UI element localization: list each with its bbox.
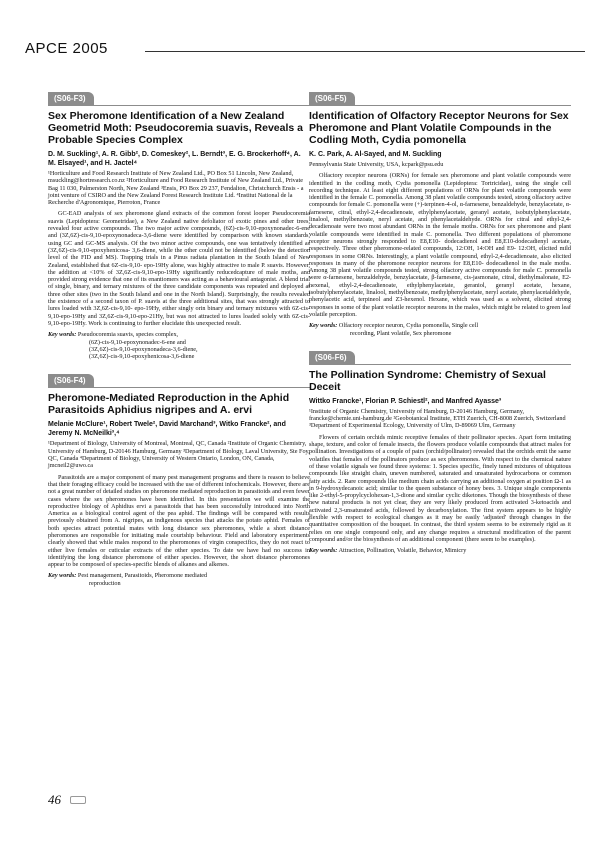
keywords-label: Key words:	[309, 547, 338, 555]
badge-rule	[48, 105, 310, 106]
abstract-title: Pheromone-Mediated Reproduction in the Aphid Parasitoids Aphidius nigripes and A. ervi	[48, 392, 290, 417]
session-badge: (S06-F3)	[48, 92, 94, 105]
abstract-title: The Pollination Syndrome: Chemistry of Sexual Deceit	[309, 368, 546, 393]
abstract-title: Identification of Olfactory Receptor Neurons for Sex Pheromone and Plant Volatile Compounds in the Codling Moth, Cydia pomonella	[309, 110, 569, 146]
abstract-body: Flowers of certain orchids mimic receptive females of their pollinator species. Apart form imitating shape, texture, and color of female insects, the flowers produce volatile compounds that attract males for pollination. Investigations of a couple of pairs (orchid/pollinator) revealed that the orchids emit the same volatiles that females of the pollinators produce as sex pheromones. With respect to the chemical nature of these volatile signals we found three systems: 1. Species specific, finely tuned mixtures of ubiquitous compounds like straight chain, uneven numbered, saturated and unsaturated hydrocarbons or common fatty acids. 2. Rare compounds like medium chain acids carrying an additional oxygen at position Ω-1 as in 9-hydroxydecanoic acid; similar to the queen substance of honey bees. 3. Unique single components like 2-ethyl-5-propylcyclohexan-1,3-dione and similar cyclic diketones. Though the biosynthesis of these new natural products is not yet clear, they are very likely produced from activated 3-ketoacids and activated 2,3-unsaturated acids, followed by decarboxylation. The first system appears to be highly flexible with respect to ecological changes as it may be easily 'adjusted' through changes in the quantitative composition of the bouquet. In contrast, the third system seems to be extremely rigid as it relies on one single compound only, and any change requires a structural modification of the parent compound and/or the biosynthesis of an additional component (there seem to be examples).	[309, 433, 571, 543]
abstract-body: Parasitoids are a major component of many pest management programs and there is reason to believe that their foraging efficacy could be increased with the use of different infochemicals. However, there are not a great number of detailed studies on pheromone mediated reproduction in parasitoids and even fewer cases where the sex pheromones have been identified. In this presentation we will examine the reproductive biology of Aphidius ervi a parasitoids that has been successfully introduced into North America as a biological control agent of the pea aphid. The findings will be compared with results previously obtained from A. nigripes, an indigenous species that attacks the potato aphid. Females of both species attract potential mates with long distance sex pheromones, while a short distance pheromones are responsible for initiating male courtship behaviour. Field and laboratory experiments clearly showed that while males respond to the pheromones of virgin conspecifics, they do not react to either live females or cuticular extracts of the other species. To date we have had no success in identifying the long distance pheromone of either species. However, the short distance pheromones appear to be composed of species-specific blends of alkanes and alkenes.	[48, 473, 310, 569]
badge-rule	[309, 364, 571, 365]
abstract-body: GC-EAD analysis of sex pheromone gland extracts of the common forest looper Pseudocoremia suavis (Lepidoptera: Geometridae), a New Zealand native defoliator of exotic pines and other trees, revealed four active compounds. The two major active compounds, (6Z)-cis-9,10-epoxynonadec-6-ene and (3Z,6Z)-cis-9,10-epoxynonadeca-3,6-diene were identified by comparison with known standards, using GC and GC-MS analysis. Of the two minor active compounds, one was tentatively identified as (3Z,6Z)-cis-9,10-epoxyhenicosa- 3,6-diene, while the other could not be identified (below the detection level of the FID and MS). Trapping trials in a Pinus radiata plantation in the South Island of New Zealand, established that 6Z-cis-9,10- epo-19Hy alone, was highly attractive to male P. suavis. However, the addition at <10% of 3Z,6Z-cis-9,10-epo-19Hy significantly reducedcapture of male moths, and provided strong evidence that one of its enantiomers was acting as a behavioural antagonist. A blend trial of single, binary, and ternary mixtures of the three candidate components was repeated and deployed at three other sites (two in the South Island and one in the North Island). Surprisingly, the results revealed the existence of a second taxon of P. suavis at the three additional sites, that was strongly attracted to lures loaded with 3Z,6Z-cis-9,10- epo-19Hy, either singly orin binary and ternary mixtures with 6Z-cis-9,10-epo-19Hy and 3Z,6Z-cis-9,10-epo-21Hy, but was not attracted to lures loaded solely with 6Z-cis-9,10-epo-19Hy. Work is continuing to further elucidate this unexpected result.	[48, 210, 310, 327]
abstract-authors: Wittko Francke¹, Florian P. Schiestl², and Manfred Ayasse³	[309, 397, 502, 405]
abstract-s06-f3	[48, 88, 310, 360]
abstract-affiliations: Pennsylvania State University, USA, kcpark@psu.edu	[309, 161, 444, 168]
keywords-line: recording, Plant volatile, Sex pheromone	[350, 329, 452, 337]
abstract-affiliations: ¹Department of Biology, University of Montreal, Montreal, QC, Canada ²Institute of Organic Chemistry, University of Hamburg, D-20146 Hamburg, Germany ³Department of Biology, Laval University, Ste Foy, QC, Canada ⁴Department of Biology, University of Western Ontario, London, ON, Canada, jmcneil2@uwo.ca	[48, 440, 310, 470]
session-badge: (S06-F6)	[309, 351, 355, 364]
badge-rule	[309, 105, 571, 106]
keywords-line: (3Z,6Z)-cis-9,10-epoxynonadeca-3,6-diene,	[89, 345, 198, 353]
keywords-label: Key words:	[48, 572, 77, 580]
abstract-s06-f5	[309, 88, 571, 337]
abstract-title: Sex Pheromone Identification of a New Zealand Geometrid Moth: Pseudocoremia suavis, Reveals a Probable Species Complex	[48, 110, 304, 146]
keywords	[309, 322, 571, 337]
page-header	[25, 40, 585, 62]
abstract-affiliations: ¹Horticulture and Food Research Institute of New Zealand Ltd., PO Box 51 Lincoln, New Zealand, msuckling@hortresearch.co.nz ²Horticulture and Food Research Institute of New Zealand Ltd., Private Bag 11 030, Palmerston North, New Zealand ³Ensis, PO Box 29 237, Fendalton, Christchurch Ensis - a joint venture of CSIRO and the New Zealand Forest Research Institute Ltd. ⁴Institut National de la Recherche d'Agronomique, Pierroton, France	[48, 170, 304, 207]
keywords-line: (6Z)-cis-9,10-epoxynonadec-6-ene and	[89, 338, 186, 346]
session-badge: (S06-F5)	[309, 92, 355, 105]
page-number: 46	[48, 792, 61, 807]
back-arrow-icon[interactable]	[70, 796, 86, 804]
abstract-body: Olfactory receptor neurons (ORNs) for female sex pheromone and plant volatile compounds were identified in the codling moth, Cydia pomonella (Lepidoptera: Tortricidae), using the single cell recording technique. At least eight different populations of ORNs for plant volatile compounds were identified in the female C. pomonella. Among 38 plant volatile compounds tested, strong olfactory active compounds for female C. pomonella were (+)-terpinen-4-ol, α-farnesene, benzaldehyde, benzylacetate, α-farnesene, citral, ethyl-2,4-decadienoate, ethylphenylacetate, geranyl acetate, isobutylphenylacetate, linalool, methylbenzoate, neryl acetate, and phenylacetaldehyde. ORNs for citral and ethyl-2,4-decadienoate were two most abundant ORNs in the female moths. ORNs for sex pheromone and plant volatile compounds were identified in male C. pomonella. Two different populations of pheromone receptor neurons strongly responded to E8,E10- dodecadienol and E8,E10-dodecadienyl acetate, respectively. Three other pheromone-related compounds, 12:OH, 14:OH and E9- 12:OH, elicited mild responses in some ORNs. Interestingly, a plant volatile compound, ethyl-2,4-decadienoate, also elicited responses in many of the pheromone receptor neurons for E8,E10- dodecadienol in the male moths. Among 38 plant volatile compounds tested, strong olfactory active compounds for male C. pomonella were α-farnesene, benzaldehyde, benzylacetate, β-farnesene, cis-jasmonate, citral, diethylmalonate, E2-hexenal, ethyl-2,4-decadienoate, ethylphenylacetate, geraniol, geranyl acetate, hexane, isobutylphenylacetate, linalool, methylbenzoate, methylphenylacetate, neryl acetate, phenylacetaldehyde, phenylacetic acid, terpineol and Z3-hexenol. Hexane, which was used as a solvent, elicited strong responses in some of the plant volatile receptor neurons in the males, which might be related to green leaf volatile perception.	[309, 172, 571, 318]
conference-title: APCE 2005	[25, 40, 108, 57]
keywords	[48, 572, 310, 587]
keywords-line: reproduction	[89, 579, 121, 587]
session-badge: (S06-F4)	[48, 374, 94, 387]
abstract-s06-f6	[309, 347, 571, 555]
header-rule	[145, 51, 585, 52]
abstract-s06-f4	[48, 370, 310, 587]
abstract-authors: D. M. Suckling¹, A. R. Gibb², D. Comeskey², L. Berndt³, E. G. Brockerhoff⁴, A. M. Elsayed¹, and H. Jactel⁴	[48, 151, 301, 167]
keywords-label: Key words:	[48, 331, 77, 339]
keywords-line: Pest management, Parasitoids, Pheromone mediated	[77, 572, 208, 580]
keywords-line: Pseudocoremia suavis, species complex,	[77, 331, 179, 339]
keywords-line: (3Z,6Z)-cis-9,10-epoxyhenicosa-3,6-diene	[89, 353, 195, 361]
keywords-line: Attraction, Pollination, Volatile, Behavior, Mimicry	[338, 547, 467, 555]
keywords-line: Olfactory receptor neuron, Cydia pomonella, Single cell	[338, 322, 479, 330]
keywords	[309, 547, 571, 554]
keywords-label: Key words:	[309, 322, 338, 330]
abstract-authors: K. C. Park, A. Al-Sayed, and M. Suckling	[309, 151, 442, 158]
abstract-affiliations: ¹Institute of Organic Chemistry, University of Hamburg, D-20146 Hamburg, Germany, francke@chemie.uni-hamburg.de ²Geobotanical Institute, ETH Zuerich, CH-8008 Zuerich, Switzerland ³Department of Experimental Ecology, University of Ulm, D-89069 Ulm, Germany	[309, 407, 566, 430]
left-column	[48, 88, 310, 597]
right-column	[309, 88, 571, 564]
keywords	[48, 331, 310, 360]
badge-rule	[48, 387, 310, 388]
abstract-authors: Melanie McClure¹, Robert Twele², David Marchand³, Witko Francke², and Jeremy N. McNeilki³,⁴	[48, 421, 286, 438]
